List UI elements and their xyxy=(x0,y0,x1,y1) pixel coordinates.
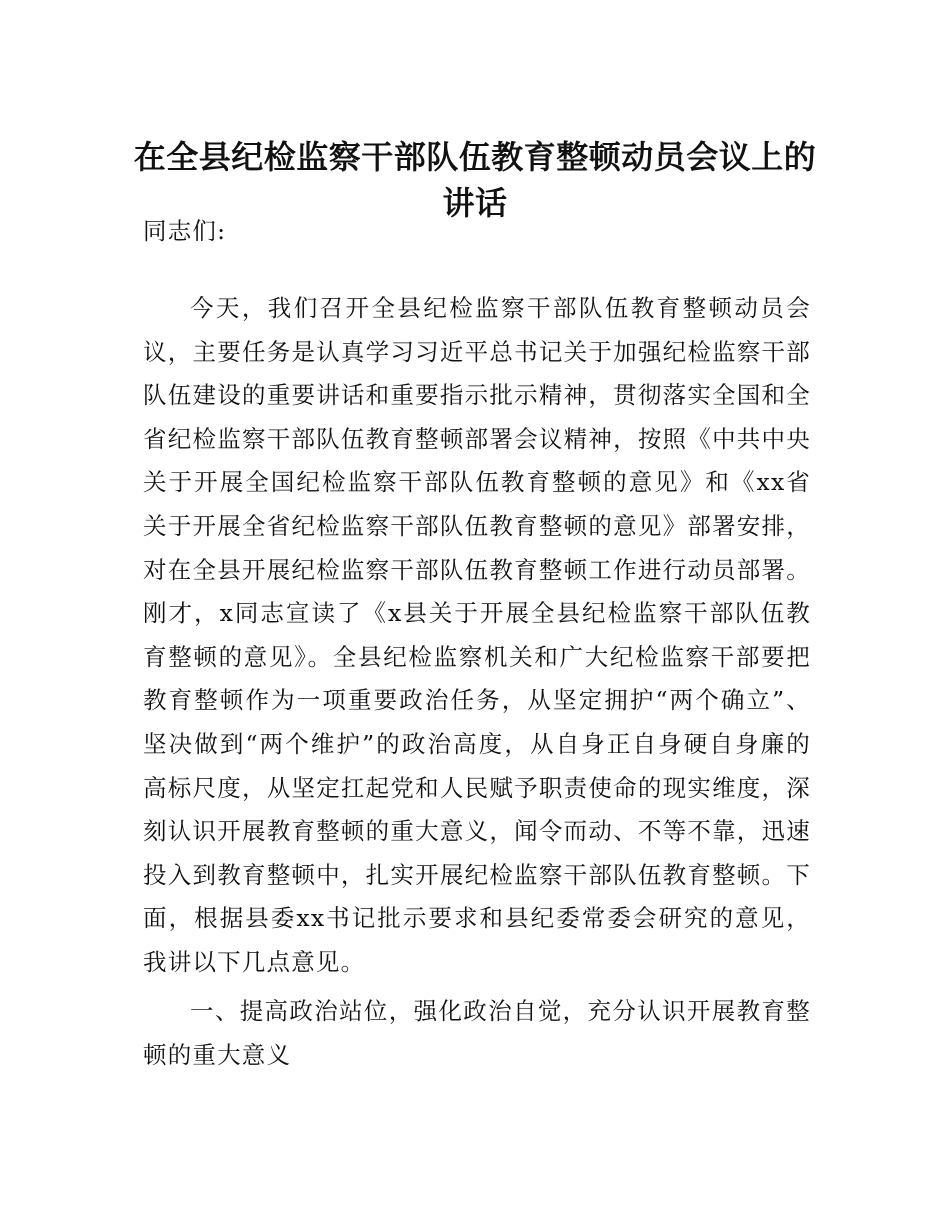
section-heading-one: 一、提高政治站位，强化政治自觉，充分认识开展教育整顿的重大意义 xyxy=(143,997,811,1069)
salutation: 同志们: xyxy=(143,217,227,245)
body-paragraph-intro: 今天，我们召开全县纪检监察干部队伍教育整顿动员会议，主要任务是认真学习习近平总书记关于加强纪检监察干部队伍建设的重要讲话和重要指示批示精神，贯彻落实全国和全省纪检监察干部队伍教育整顿部署会议精神，按照《中共中央关于开展全国纪检监察干部队伍教育整顿的意见》和《xx省关于开展全省纪检监察干部队伍教育整顿的意见》部署安排，对在全县开展纪检监察干部队伍教育整顿工作进行动员部署。刚才，x同志宣读了《x县关于开展全县纪检监察干部队伍教育整顿的意见》。全县纪检监察机关和广大纪检监察干部要把教育整顿作为一项重要政治任务，从坚定拥护“两个确立”、坚决做到“两个维护”的政治高度，从自身正自身硬自身廉的高标尺度，从坚定扛起党和人民赋予职责使命的现实维度，深刻认识开展教育整顿的重大意义，闻令而动、不等不靠，迅速投入到教育整顿中，扎实开展纪检监察干部队伍教育整顿。下面，根据县委xx书记批示要求和县纪委常委会研究的意见，我讲以下几点意见。 xyxy=(143,294,811,976)
page-title: 在全县纪检监察干部队伍教育整顿动员会议上的讲话 xyxy=(133,138,817,222)
